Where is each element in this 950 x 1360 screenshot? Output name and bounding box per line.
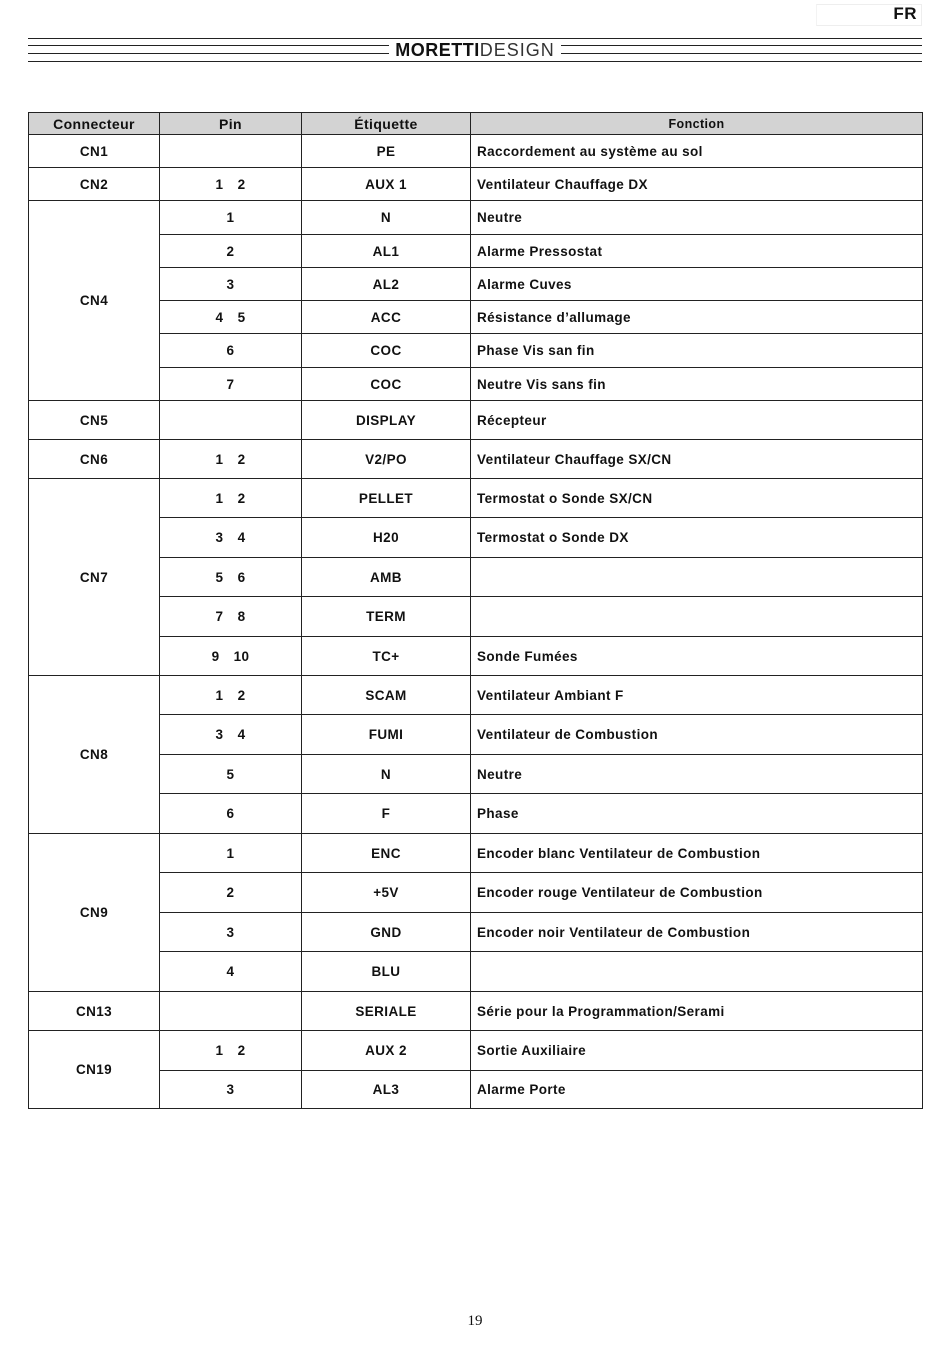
label-cell: TC+ [302, 637, 471, 676]
table-row [29, 834, 923, 873]
pin-cell [160, 992, 302, 1031]
label-cell: AUX 2 [302, 1031, 471, 1071]
function-cell: Phase Vis san fin [471, 334, 923, 368]
pin-cell: 1 2 [160, 676, 302, 715]
pin-cell: 3 4 [160, 518, 302, 558]
pin-cell: 4 [160, 952, 302, 992]
function-cell: Alarme Cuves [471, 268, 923, 301]
col-header-function: Fonction [471, 113, 923, 135]
function-cell: Raccordement au système au sol [471, 135, 923, 168]
label-cell: ACC [302, 301, 471, 334]
pin-cell: 3 [160, 1071, 302, 1109]
function-cell: Résistance d’allumage [471, 301, 923, 334]
pin-cell [160, 401, 302, 440]
function-cell: Sortie Auxiliaire [471, 1031, 923, 1071]
col-header-pin: Pin [160, 113, 302, 135]
function-cell: Phase [471, 794, 923, 834]
label-cell: GND [302, 913, 471, 952]
table-row [29, 168, 923, 201]
header-rule [28, 38, 922, 39]
label-cell: N [302, 201, 471, 235]
label-cell: F [302, 794, 471, 834]
pin-cell: 3 [160, 268, 302, 301]
label-cell: AMB [302, 558, 471, 597]
label-cell: TERM [302, 597, 471, 637]
pin-cell: 1 2 [160, 479, 302, 518]
table-row [29, 301, 923, 334]
label-cell: BLU [302, 952, 471, 992]
pin-cell: 1 [160, 834, 302, 873]
function-cell: Alarme Pressostat [471, 235, 923, 268]
function-cell: Ventilateur Chauffage SX/CN [471, 440, 923, 479]
function-cell: Termostat o Sonde SX/CN [471, 479, 923, 518]
table-row [29, 715, 923, 755]
function-cell: Ventilateur Ambiant F [471, 676, 923, 715]
label-cell: V2/PO [302, 440, 471, 479]
label-cell: N [302, 755, 471, 794]
table-row [29, 755, 923, 794]
language-label: FR [893, 4, 917, 23]
pin-cell: 5 [160, 755, 302, 794]
function-cell: Alarme Porte [471, 1071, 923, 1109]
table-row [29, 676, 923, 715]
function-cell [471, 952, 923, 992]
table-row [29, 401, 923, 440]
label-cell: SERIALE [302, 992, 471, 1031]
table-row [29, 334, 923, 368]
table-row [29, 1071, 923, 1109]
table-row [29, 637, 923, 676]
logo-bold-text: MORETTI [395, 40, 480, 60]
connector-cell: CN4 [29, 201, 160, 401]
table-row [29, 794, 923, 834]
logo-light-text: DESIGN [479, 40, 555, 60]
table-row [29, 368, 923, 401]
table-row [29, 479, 923, 518]
function-cell: Neutre [471, 755, 923, 794]
function-cell: Encoder rouge Ventilateur de Combustion [471, 873, 923, 913]
col-header-connector: Connecteur [29, 113, 160, 135]
pin-cell: 7 [160, 368, 302, 401]
label-cell: FUMI [302, 715, 471, 755]
pin-cell: 4 5 [160, 301, 302, 334]
table-body [29, 135, 923, 1109]
table-row [29, 1031, 923, 1071]
col-header-label: Étiquette [302, 113, 471, 135]
pin-cell: 1 [160, 201, 302, 235]
label-cell: COC [302, 334, 471, 368]
function-cell: Récepteur [471, 401, 923, 440]
table-row [29, 913, 923, 952]
table-row [29, 597, 923, 637]
connector-cell: CN13 [29, 992, 160, 1031]
pin-cell: 1 2 [160, 168, 302, 201]
label-cell: +5V [302, 873, 471, 913]
function-cell: Neutre Vis sans fin [471, 368, 923, 401]
pin-cell: 2 [160, 235, 302, 268]
header-rule [28, 61, 922, 62]
function-cell [471, 558, 923, 597]
label-cell: AL1 [302, 235, 471, 268]
pin-cell: 1 2 [160, 1031, 302, 1071]
connector-cell: CN19 [29, 1031, 160, 1109]
table-row [29, 952, 923, 992]
label-cell: SCAM [302, 676, 471, 715]
label-cell: DISPLAY [302, 401, 471, 440]
function-cell: Neutre [471, 201, 923, 235]
pin-cell: 6 [160, 334, 302, 368]
label-cell: AL2 [302, 268, 471, 301]
pin-cell: 1 2 [160, 440, 302, 479]
label-cell: PELLET [302, 479, 471, 518]
connector-cell: CN8 [29, 676, 160, 834]
connector-cell: CN7 [29, 479, 160, 676]
function-cell: Termostat o Sonde DX [471, 518, 923, 558]
connector-table [28, 112, 923, 1109]
function-cell: Ventilateur de Combustion [471, 715, 923, 755]
function-cell: Sonde Fumées [471, 637, 923, 676]
pin-cell: 9 10 [160, 637, 302, 676]
table-row [29, 201, 923, 235]
label-cell: ENC [302, 834, 471, 873]
pin-cell: 3 4 [160, 715, 302, 755]
label-cell: AL3 [302, 1071, 471, 1109]
pin-cell: 6 [160, 794, 302, 834]
function-cell: Encoder blanc Ventilateur de Combustion [471, 834, 923, 873]
function-cell: Encoder noir Ventilateur de Combustion [471, 913, 923, 952]
function-cell: Ventilateur Chauffage DX [471, 168, 923, 201]
connector-cell: CN2 [29, 168, 160, 201]
connector-cell: CN6 [29, 440, 160, 479]
table-row [29, 440, 923, 479]
label-cell: AUX 1 [302, 168, 471, 201]
table-row [29, 992, 923, 1031]
table-row [29, 235, 923, 268]
table-header-row [29, 113, 923, 135]
function-cell [471, 597, 923, 637]
table-row [29, 135, 923, 168]
pin-cell: 5 6 [160, 558, 302, 597]
pin-cell [160, 135, 302, 168]
connector-cell: CN1 [29, 135, 160, 168]
table-row [29, 558, 923, 597]
table-row [29, 873, 923, 913]
label-cell: COC [302, 368, 471, 401]
pin-cell: 2 [160, 873, 302, 913]
page-number: 19 [467, 1313, 483, 1329]
table-row [29, 268, 923, 301]
connector-cell: CN9 [29, 834, 160, 992]
pin-cell: 3 [160, 913, 302, 952]
pin-cell: 7 8 [160, 597, 302, 637]
connector-cell: CN5 [29, 401, 160, 440]
label-cell: PE [302, 135, 471, 168]
label-cell: H20 [302, 518, 471, 558]
brand-logo [0, 40, 950, 61]
function-cell: Série pour la Programmation/Serami [471, 992, 923, 1031]
table-row [29, 518, 923, 558]
